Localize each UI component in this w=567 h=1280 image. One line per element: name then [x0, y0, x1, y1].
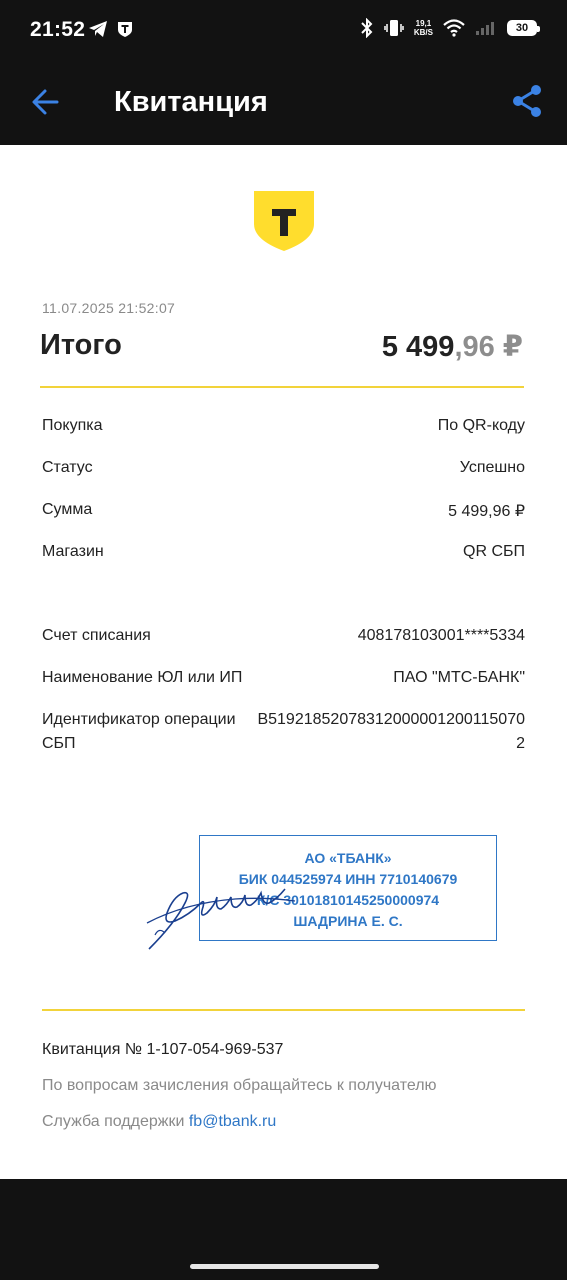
receipt: 11.07.2025 21:52:07 Итого 5 499,96 ₽ Покупка По QR-коду Статус Успешно Сумма 5 499,96 ₽ Магазин QR СБП Счет списания 408178103001****5334 Наименование ЮЛ или ИП ПАО "МТС-БАНК" Идентификатор операции СБП B519218520783120000012001150702 АО «ТБАНК» БИК 044525974 ИНН 7710140679 К/С 30101810145250000974 ШАДРИНА Е. С. Квитанция № 1-107-054-969-537 По вопросам зачисления обращайтесь к получателю Служба поддержки fb@tbank.ru [0, 145, 567, 1179]
tbank-logo-icon [253, 190, 315, 252]
stamp-area [145, 833, 505, 953]
status-bar [0, 0, 567, 62]
net-speed: 19,1 KB/S [413, 19, 433, 37]
cellular-signal-icon [475, 20, 497, 36]
telegram-icon [88, 20, 108, 38]
receipt-date: 11.07.2025 21:52:07 [42, 300, 176, 316]
gesture-nav-handle[interactable] [190, 1264, 379, 1269]
signature-icon [145, 863, 305, 953]
battery-icon: 30 [507, 20, 537, 36]
page-title: Квитанция [114, 86, 268, 118]
share-icon[interactable] [507, 81, 547, 121]
tbank-notification-icon [116, 20, 134, 38]
support-line: Служба поддержки fb@tbank.ru [42, 1113, 277, 1130]
support-note: По вопросам зачисления обращайтесь к получателю [42, 1077, 437, 1094]
bluetooth-icon [360, 18, 374, 38]
divider [40, 386, 524, 388]
total-label: Итого [40, 329, 122, 361]
bank-stamp: АО «ТБАНК» БИК 044525974 ИНН 7710140679 К/С 30101810145250000974 ШАДРИНА Е. С. [199, 835, 497, 941]
total-amount: 5 499,96 ₽ [381, 331, 523, 363]
vibrate-icon [384, 18, 404, 38]
status-time: 21:52 [30, 18, 86, 41]
receipt-number: Квитанция № 1-107-054-969-537 [42, 1041, 284, 1058]
app-bar [0, 62, 567, 145]
wifi-icon [443, 19, 465, 37]
back-arrow-icon[interactable] [26, 82, 66, 122]
divider [42, 1009, 525, 1011]
support-email-link[interactable]: fb@tbank.ru [188, 1113, 277, 1130]
